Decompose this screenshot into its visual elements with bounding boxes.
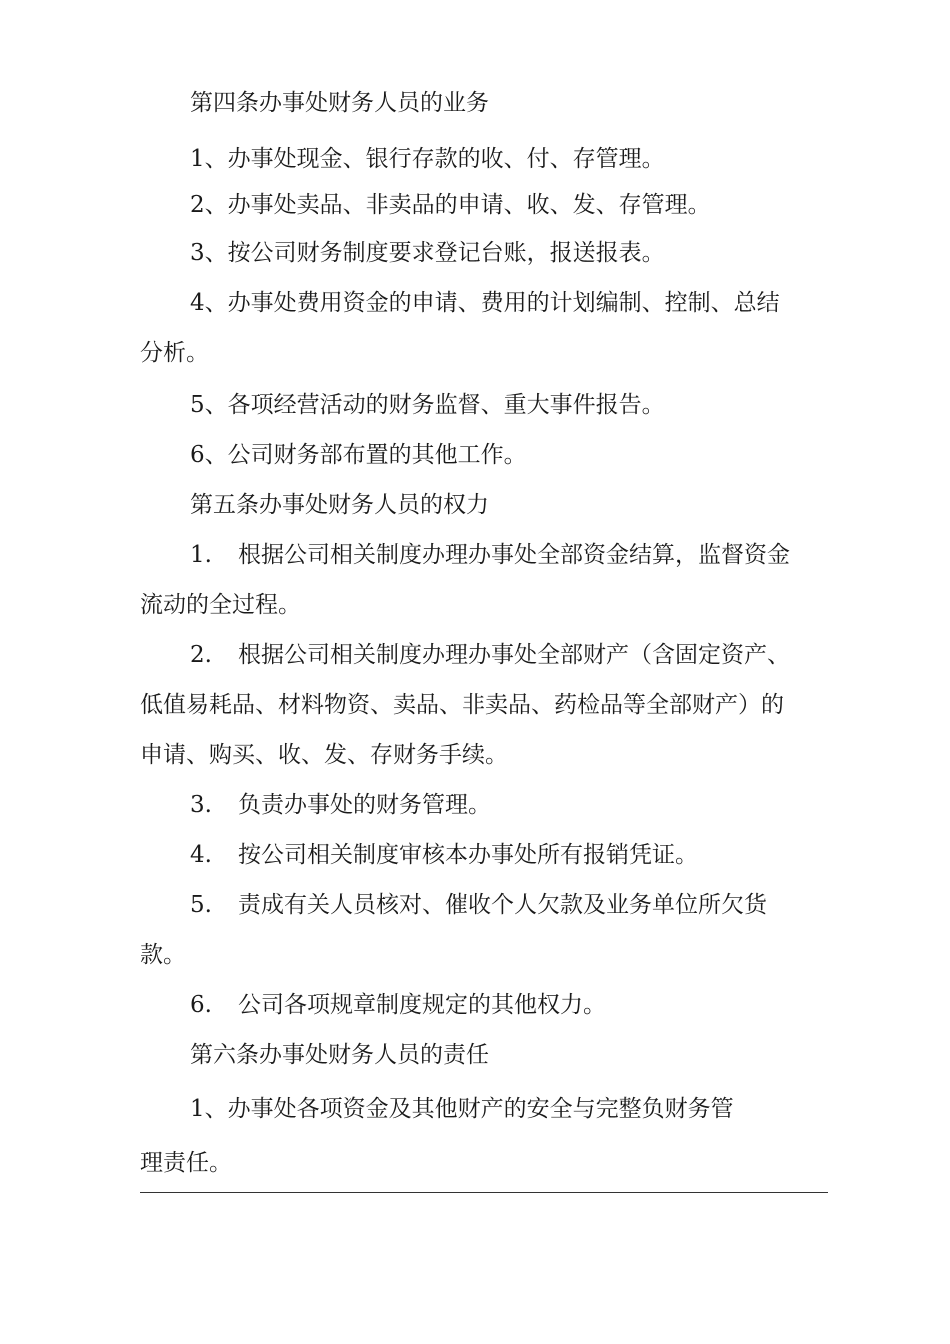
article-6-item-1: 1、办事处各项资金及其他财产的安全与完整负财务管 <box>190 1096 734 1122</box>
article-5-item-5-continued: 款。 <box>140 942 186 968</box>
article-5-item-4 <box>190 840 840 870</box>
list-number: 5. <box>190 892 212 918</box>
article-5-item-2-continued-2: 申请、购买、收、发、存财务手续。 <box>140 742 508 768</box>
article-5-item-2-continued-1: 低值易耗品、材料物资、卖品、非卖品、药检品等全部财产）的 <box>140 692 784 718</box>
article-5-item-2 <box>190 640 840 670</box>
list-number: 4. <box>190 842 212 868</box>
article-4-item-4-continued: 分析。 <box>140 340 209 366</box>
list-text: 根据公司相关制度办理办事处全部资金结算，监督资金 <box>238 542 790 568</box>
article-5-item-1 <box>190 540 840 570</box>
list-text: 责成有关人员核对、催收个人欠款及业务单位所欠货 <box>238 892 767 918</box>
footer-divider <box>140 1192 828 1193</box>
article-4-item-3: 3、按公司财务制度要求登记台账，报送报表。 <box>190 240 665 266</box>
article-4-item-6: 6、公司财务部布置的其他工作。 <box>190 442 527 468</box>
list-number: 6. <box>190 992 212 1018</box>
list-number: 2. <box>190 642 212 668</box>
article-5-heading: 第五条办事处财务人员的权力 <box>190 492 489 518</box>
list-text: 按公司相关制度审核本办事处所有报销凭证。 <box>238 842 698 868</box>
article-5-item-1-continued: 流动的全过程。 <box>140 592 301 618</box>
article-4-item-2: 2、办事处卖品、非卖品的申请、收、发、存管理。 <box>190 192 711 218</box>
article-5-item-3 <box>190 790 840 820</box>
article-4-item-1: 1、办事处现金、银行存款的收、付、存管理。 <box>190 146 665 172</box>
article-5-item-5 <box>190 890 840 920</box>
article-5-item-6 <box>190 990 840 1020</box>
article-6-item-1-continued: 理责任。 <box>140 1150 232 1176</box>
list-number: 3. <box>190 792 212 818</box>
article-4-item-4: 4、办事处费用资金的申请、费用的计划编制、控制、总结 <box>190 290 780 316</box>
article-4-item-5: 5、各项经营活动的财务监督、重大事件报告。 <box>190 392 665 418</box>
list-text: 公司各项规章制度规定的其他权力。 <box>238 992 606 1018</box>
list-number: 1. <box>190 542 212 568</box>
article-6-heading: 第六条办事处财务人员的责任 <box>190 1042 489 1068</box>
article-4-heading: 第四条办事处财务人员的业务 <box>190 90 489 116</box>
list-text: 根据公司相关制度办理办事处全部财产（含固定资产、 <box>238 642 790 668</box>
list-text: 负责办事处的财务管理。 <box>238 792 491 818</box>
